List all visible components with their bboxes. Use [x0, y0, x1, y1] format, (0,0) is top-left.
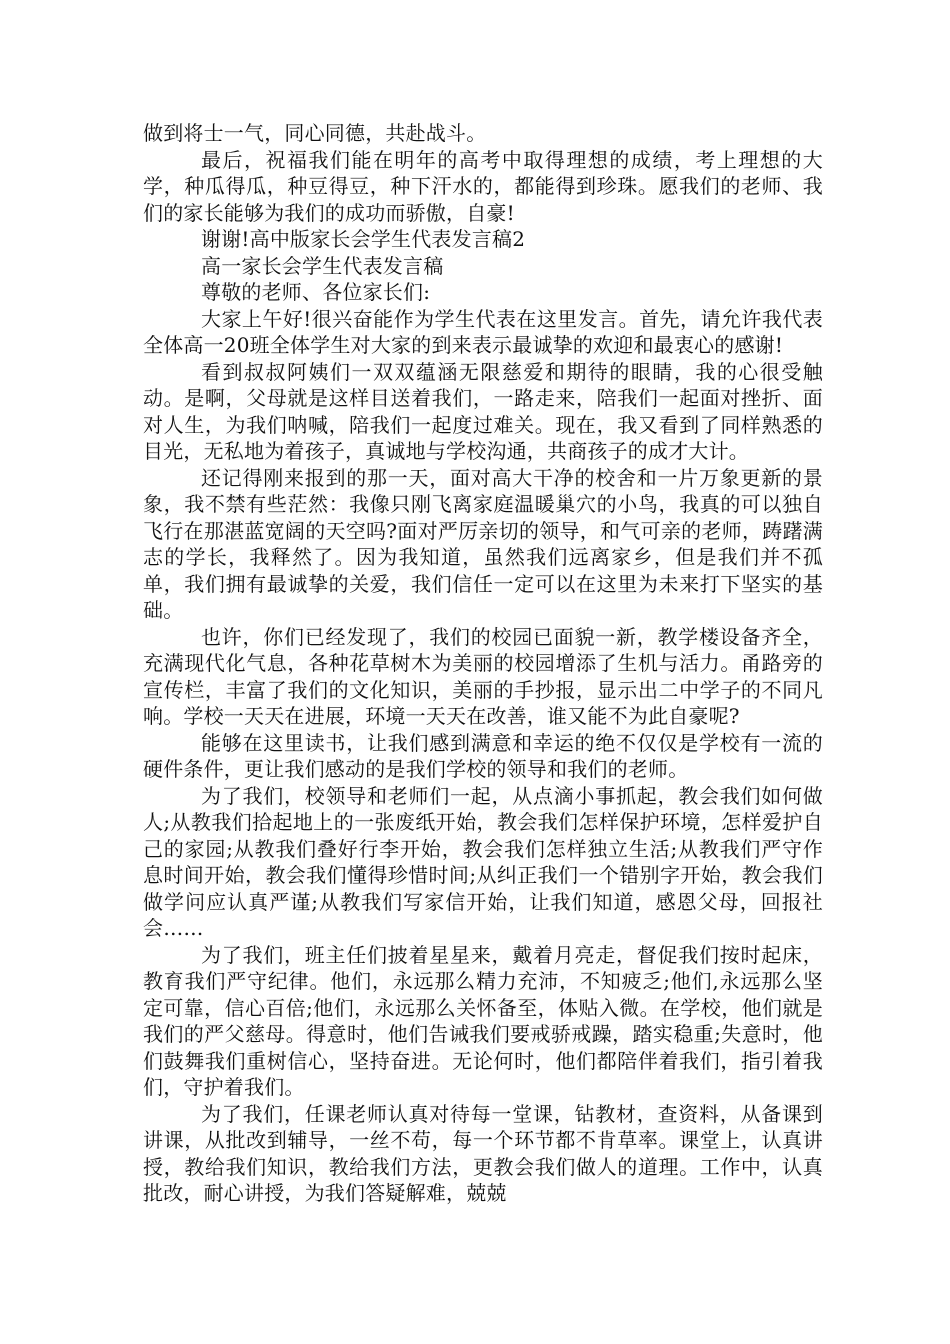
document-body	[143, 120, 823, 1207]
paragraph-2: 最后，祝福我们能在明年的高考中取得理想的成绩，考上理想的大学，种瓜得瓜，种豆得豆，种下汗水的，都能得到珍珠。愿我们的老师、我们的家长能够为我们的成功而骄傲，自豪!	[143, 147, 823, 225]
paragraph-6: 大家上午好!很兴奋能作为学生代表在这里发言。首先，请允许我代表全体高一20班全体学生对大家的到来表示最诚挚的欢迎和最衷心的感谢!	[143, 306, 823, 357]
paragraph-11: 为了我们，校领导和老师们一起，从点滴小事抓起，教会我们如何做人;从教我们拾起地上的一张废纸开始，教会我们怎样保护环境，怎样爱护自己的家园;从教我们叠好行李开始，教会我们怎样独立生活;从教我们严守作息时间开始，教会我们懂得珍惜时间;从纠正我们一个错别字开始，教会我们做学问应认真严谨;从教我们写家信开始，让我们知道，感恩父母，回报社会……	[143, 783, 823, 940]
paragraph-12: 为了我们，班主任们披着星星来，戴着月亮走，督促我们按时起床，教育我们严守纪律。他们，永远那么精力充沛，不知疲乏;他们,永远那么坚定可靠，信心百倍;他们，永远那么关怀备至，体贴入微。在学校，他们就是我们的严父慈母。得意时，他们告诫我们要戒骄戒躁，踏实稳重;失意时，他们鼓舞我们重树信心，坚持奋进。无论何时，他们都陪伴着我们，指引着我们，守护着我们。	[143, 942, 823, 1099]
paragraph-13: 为了我们，任课老师认真对待每一堂课，钻教材，查资料，从备课到讲课，从批改到辅导，一丝不苟，每一个环节都不肯草率。课堂上，认真讲授，教给我们知识，教给我们方法，更教会我们做人的道理。工作中，认真批改，耐心讲授，为我们答疑解难，兢兢	[143, 1101, 823, 1205]
paragraph-3: 谢谢!高中版家长会学生代表发言稿2	[201, 227, 526, 251]
paragraph-1: 做到将士一气，同心同德，共赴战斗。	[143, 121, 487, 145]
paragraph-7: 看到叔叔阿姨们一双双蕴涵无限慈爱和期待的眼睛，我的心很受触动。是啊，父母就是这样目送着我们，一路走来，陪我们一起面对挫折、面对人生，为我们呐喊，陪我们一起度过难关。现在，我又看到了同样熟悉的目光，无私地为着孩子，真诚地与学校沟通，共商孩子的成才大计。	[143, 359, 823, 463]
paragraph-5: 尊敬的老师、各位家长们:	[201, 280, 431, 304]
paragraph-10: 能够在这里读书，让我们感到满意和幸运的绝不仅仅是学校有一流的硬件条件，更让我们感动的是我们学校的领导和我们的老师。	[143, 730, 823, 781]
paragraph-4: 高一家长会学生代表发言稿	[201, 253, 444, 278]
paragraph-9: 也许，你们已经发现了，我们的校园已面貌一新，教学楼设备齐全，充满现代化气息，各种花草树木为美丽的校园增添了生机与活力。甬路旁的宣传栏，丰富了我们的文化知识，美丽的手抄报，显示出二中学子的不同凡响。学校一天天在进展，环境一天天在改善，谁又能不为此自豪呢?	[143, 624, 823, 728]
paragraph-8: 还记得刚来报到的那一天，面对高大干净的校舍和一片万象更新的景象，我不禁有些茫然：我像只刚飞离家庭温暖巢穴的小鸟，我真的可以独自飞行在那湛蓝宽阔的天空吗?面对严厉亲切的领导，和气可亲的老师，踌躇满志的学长，我释然了。因为我知道，虽然我们远离家乡，但是我们并不孤单，我们拥有最诚挚的关爱，我们信任一定可以在这里为未来打下坚实的基础。	[143, 465, 823, 622]
